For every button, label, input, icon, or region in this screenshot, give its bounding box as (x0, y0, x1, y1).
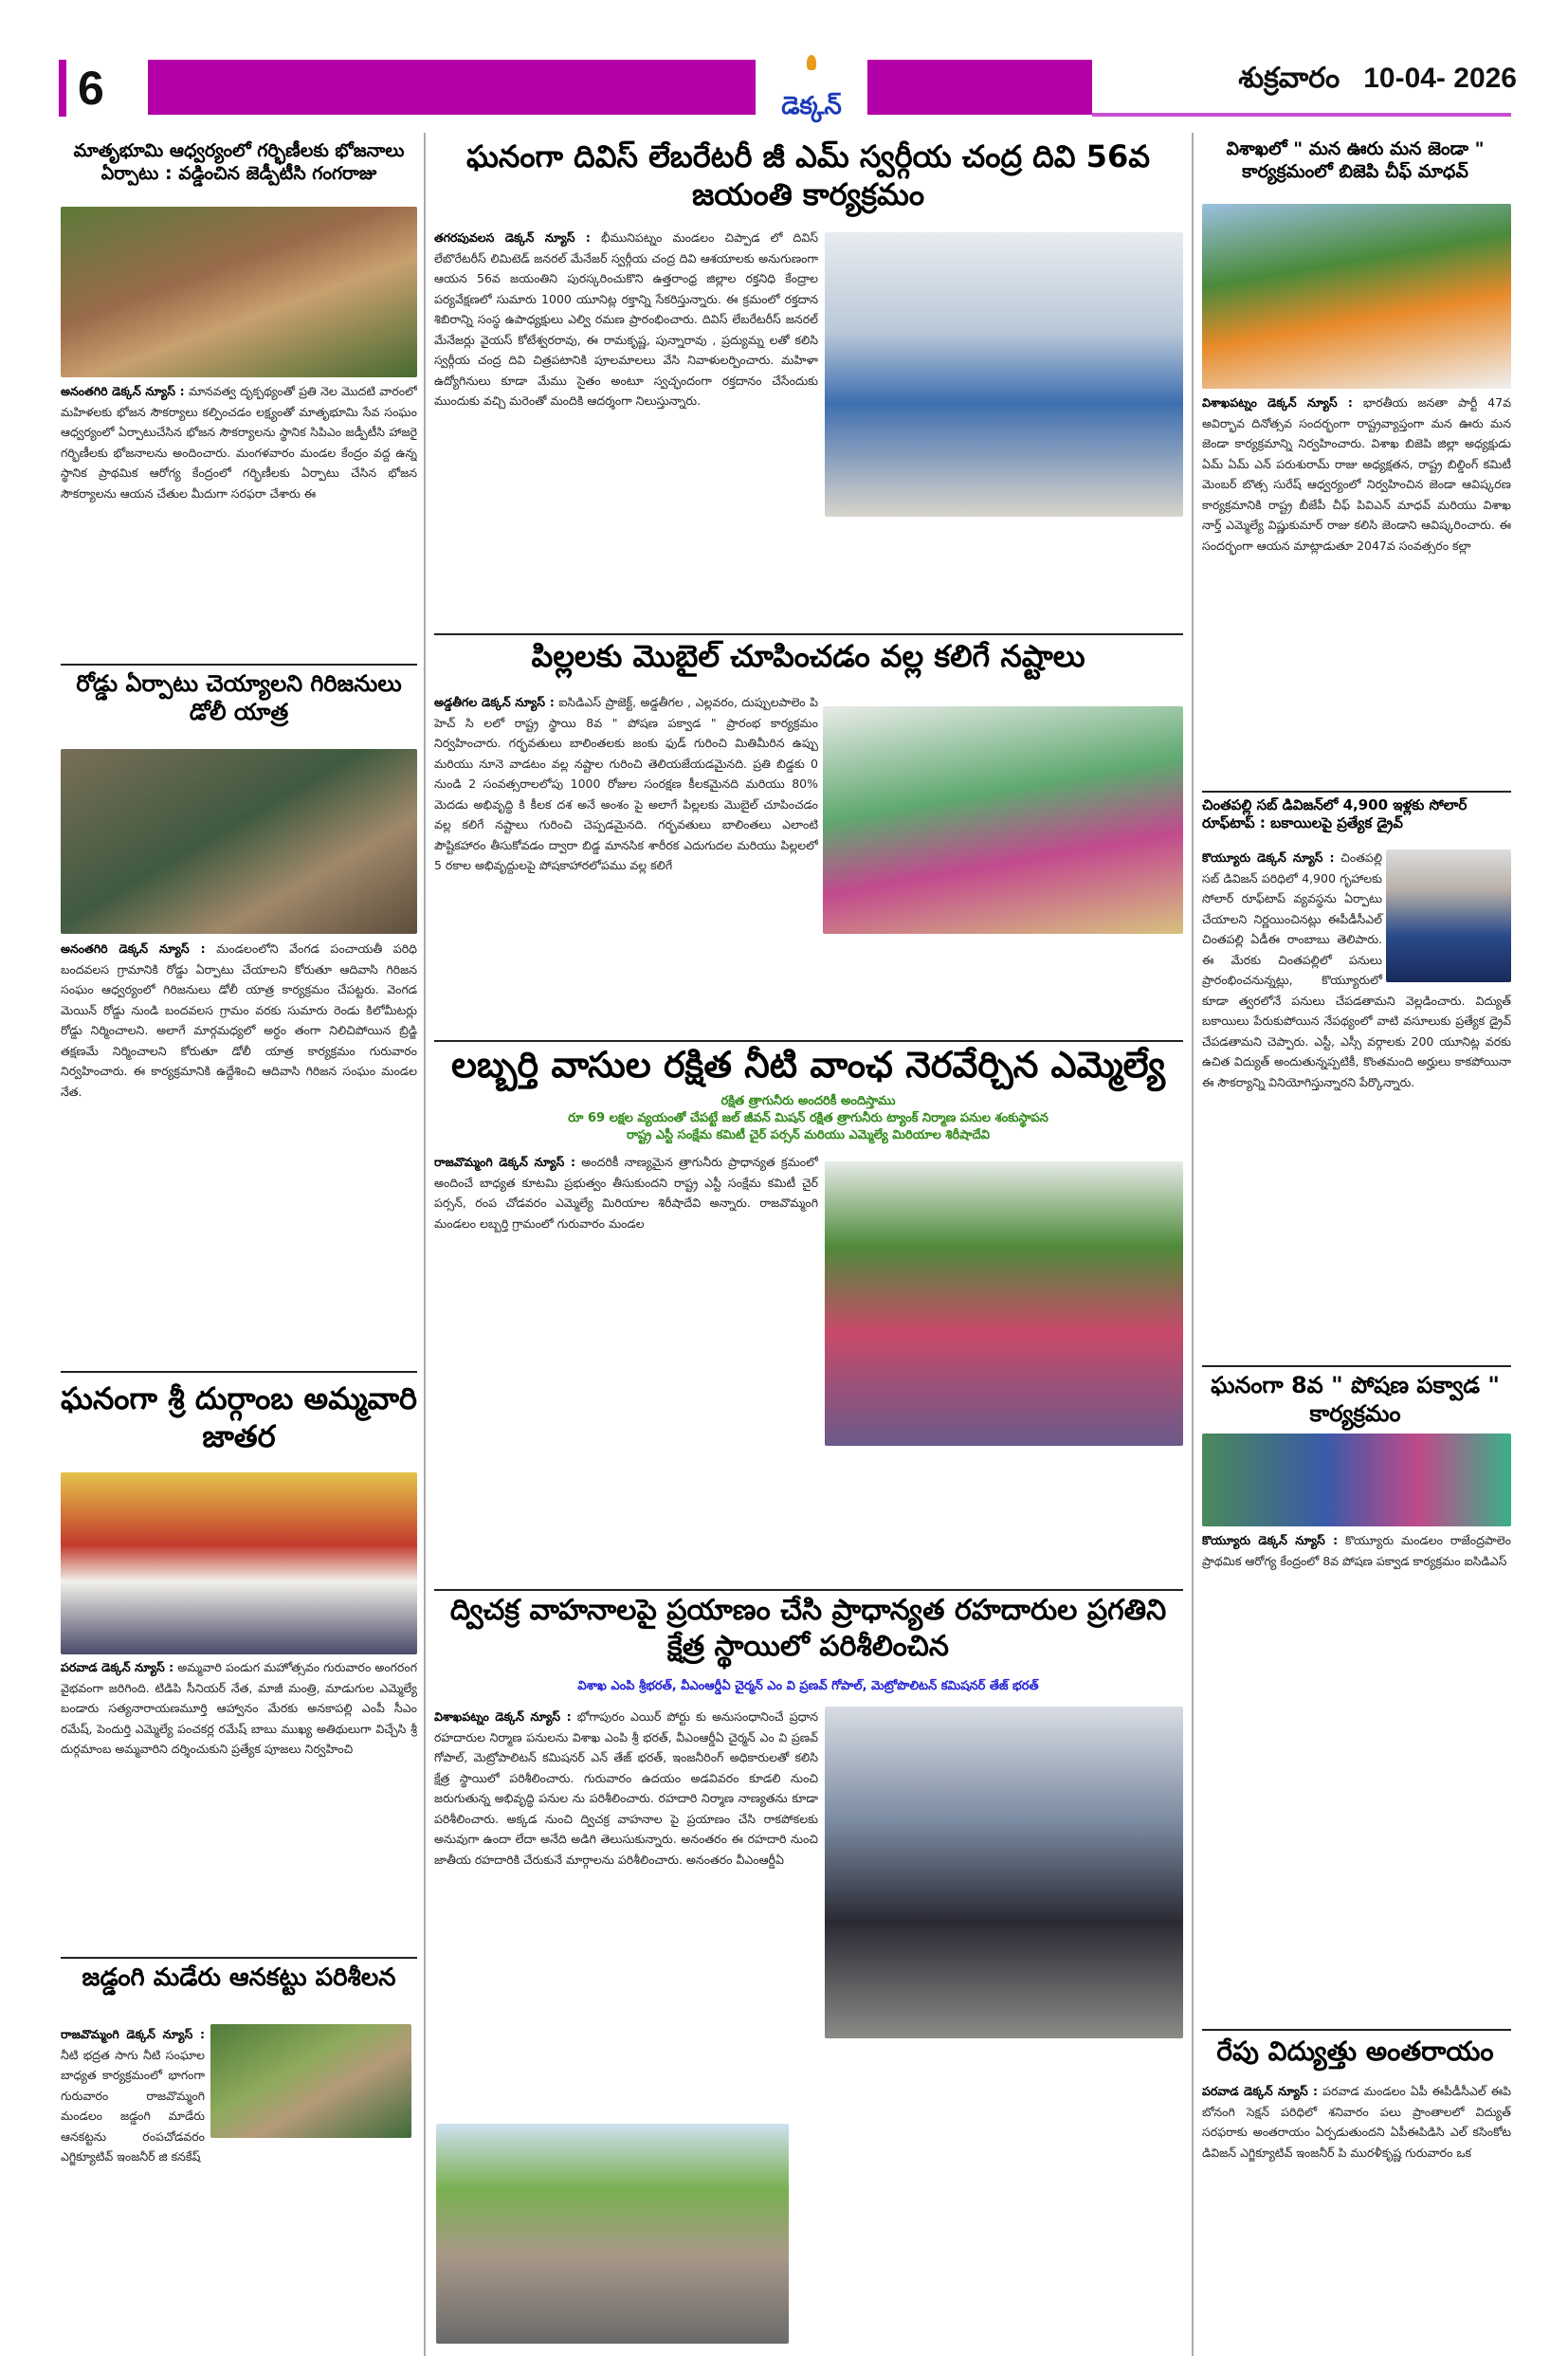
headline: ద్విచక్ర వాహనాలపై ప్రయాణం చేసి ప్రాధాన్యత రహదారుల ప్రగతిని క్షేత్ర స్థాయిలో పరిశీలించిన (449, 1594, 1167, 1663)
headline: విశాఖలో " మన ఊరు మన జెండా " కార్యక్రమంలో బిజెపి చీఫ్ మాధవ్ (1226, 138, 1485, 182)
headline: ఘనంగా దివిస్ లేబరేటరీ జీ ఎమ్ స్వర్గీయ చంద్ర దివి 56వ జయంతి కార్యక్రమం (466, 138, 1150, 212)
photo-doli-yatra (61, 749, 417, 934)
headline: మాతృభూమి ఆధ్వర్యంలో గర్భిణీలకు భోజనాలు ఏర్పాటు : వడ్డించిన జెడ్పీటీసి గంగరాజు (73, 140, 405, 184)
divider (434, 1589, 1183, 1591)
subhead: రాష్ట్ర ఎస్టీ సంక్షేమ కమిటీ చైర్ పర్సన్ మరియు ఎమ్మెల్యే మిరియాల శిరీషాదేవి (626, 1128, 991, 1142)
article-body (61, 939, 417, 1365)
photo-mla-water-tank (825, 1161, 1183, 1446)
photo-anicut (210, 2024, 411, 2138)
photo-mp-motorcycle-ride (825, 1707, 1183, 2038)
divider (1202, 791, 1511, 793)
divider (1202, 2029, 1511, 2031)
dateline: కొయ్యూరు డెక్కన్ న్యూస్ : (1202, 850, 1335, 865)
dateline: తగరపువలస డెక్కన్ న్యూస్ : (434, 230, 591, 245)
body-text: భారతీయ జనతా పార్టీ 47వ అవిర్భావ దినోత్సవ సందర్భంగా రాష్ట్రవ్యాప్తంగా మన ఊరు మన జెండా కార్యక్రమాన్ని నిర్వహించారు. విశాఖ బిజెపి జిల్లా అధ్యక్షుడు ఏమ్ ఏమ్ ఎన్ పరుశురామ్ రాజు అధ్యక్షతన, రాష్ట్ర బిల్డింగ్ కమిటీ మెంబర్ బొత్స సురేష్ ఆధ్వర్యంలో నిర్వహించిన జెండా ఆవిష్కరణ కార్యక్రమానికి రాష్ట్ర బీజేపీ చీఫ్ పివిఎన్ మాధవ్ మరియు విశాఖ నార్త్ ఎమ్మెల్యే విష్ణుకుమార్ రాజు కలిసి జెండాని ఆవిష్కరించారు. ఈ సందర్భంగా ఆయన మాట్లాడుతూ 2047వ సంవత్సరం కల్లా (1202, 395, 1511, 553)
dateline: రాజవొమ్మంగి డెక్కన్ న్యూస్ : (434, 1155, 575, 1169)
divider (434, 1040, 1183, 1042)
dateline: రాజవొమ్మంగి డెక్కన్ న్యూస్ : (61, 2027, 205, 2041)
body-text: మండలంలోని వేంగడ పంచాయతీ పరిధి బందవలస గ్రామానికి రోడ్డు ఏర్పాటు చేయాలని కోరుతూ ఆదివాసి గిరిజన సంఘం ఆధ్వర్యంలో గిరిజనులు డోలీ యాత్ర కార్యక్రమం చేపట్టరు. వెంగడ మెయిన్ రోడ్డు నుండి బందవలస గ్రామం వరకు సుమారు రెండు కిలోమీటర్లు రోడ్డు నిర్మించాలని. అలాగే మార్గమధ్యలో అర్ధం తంగా నిలిచిపోయిన బ్రిడ్జి తక్షణమే నిర్మించాలని కోరుతూ డోలీ యాత్ర కార్యక్రమం గురువారం నిర్వహించారు. ఈ కార్యక్రమానికి ఉద్దేశించి ఆదివాసి గిరిజన సంఘం మండల నేత. (61, 941, 417, 1099)
headline: రేపు విద్యుత్తు అంతరాయం (1216, 2036, 1494, 2067)
column-divider (424, 133, 426, 2356)
page-number: 6 (59, 60, 144, 117)
body-text: కొయ్యూరు మండలం రాజేంద్రపాలెం ప్రాథమిక ఆరోగ్య కేంద్రంలో 8వ పోషణ పక్వాడ కార్యక్రమం ఐసిడిఎస్ (1202, 1533, 1511, 1568)
body-text: భోగాపురం ఎయిర్ పోర్టు కు అనుసంధానించే ప్రధాన రహదారుల నిర్మాణ పనులను విశాఖ ఎంపి శ్రీ భరత్, వీఎంఆర్డీఏ చైర్మన్ ఎం వి ప్రణవ్ గోపాల్, మెట్రోపాలిటన్ కమిషనర్ ఎన్ తేజ్ భరత్, ఇంజనీరింగ్ అధికారులతో కలిసి క్షేత్ర స్థాయిలో పరిశీలించారు. గురువారం ఉదయం అడవివరం కూడలి నుంచి జరుగుతున్న అభివృద్ధి పనుల ను పరిశీలించారు. రహదారి నిర్మాణ నాణ్యతను కూడా పరిశీలించారు. అక్కడ నుంచి ద్విచక్ర వాహనాల పై ప్రయాణం చేసి రాకపోకలకు అనువుగా ఉందా లేదా అనేది అడిగి తెలుసుకున్నారు. అనంతరం ఈ రహదారి నుంచి జాతీయ రహదారికి చేరుకునే మార్గాలను పరిశీలించారు. అనంతరం వీఎంఆర్డీఏ (434, 1709, 818, 1867)
article-body (434, 692, 818, 1029)
dateline: కొయ్యూరు డెక్కన్ న్యూస్ : (1202, 1533, 1339, 1547)
dateline: పరవాడ డెక్కన్ న్యూస్ : (1202, 2084, 1319, 2098)
headline: పిల్లలకు మొబైల్ చూపించడం వల్ల కలిగే నష్టాలు (531, 638, 1085, 674)
headline: చింతపల్లి సబ్ డివిజన్‌లో 4,900 ఇళ్లకు సోలార్ రూఫ్‌టాప్ : బకాయిలపై ప్రత్యేక డ్రైవ్ (1202, 796, 1468, 831)
subhead: విశాఖ ఎంపి శ్రీభరత్, వీఎంఆర్డీఏ చైర్మన్ ఎం వి ప్రణవ్ గోపాల్, మెట్రోపొలిటన్ కమిషనర్ తేజ్ భరత్ (577, 1679, 1039, 1693)
photo-pregnant-women-meal (61, 207, 417, 377)
body-text: భీమునిపట్నం మండలం చిప్పాడ లో దివిస్ లేబొరేటరీస్ లిమిటెడ్ జనరల్ మేనేజర్ స్వర్గీయ చంద్ర దివి ఆశయాలకు అనుగుణంగా ఆయన 56వ జయంతిని పురస్కరించుకొని ఉత్తరాంధ్ర జిల్లాల రక్తనిధి కేంద్రాల పర్యవేక్షణలో సుమారు 1000 యూనిట్ల రక్తాన్ని సేకరిస్తున్నారు. ఈ క్రమంలో రక్తదాన శిబిరాన్ని సంస్థ ఉపాధ్యక్షులు ఎల్వి రమణ ప్రారంభించారు. దివిస్ లేబరేటరీస్ జనరల్ మేనేజర్లు వైయస్ కోటేశ్వరరావు, ఈ రామకృష్ణ, పున్నారావు , ప్రద్యుమ్న లతో కలిసి స్వర్గీయ చంద్ర దివి చిత్రపటానికి పూలమాలలు వేసి నివాళులర్పించారు. మహిళా ఉద్యోగినులు కూడా మేము సైతం అంటూ స్వచ్ఛందంగా రక్తదానం చేసేందుకు ముందుకు వచ్చి మరెంతో మందికి ఆదర్శంగా నిలుస్తున్నారు. (434, 230, 818, 408)
issue-date-value: 10-04- 2026 (1363, 63, 1517, 94)
photo-bjp-flag-event (1202, 204, 1511, 389)
header-rule (1092, 113, 1511, 117)
divider (61, 1957, 417, 1959)
divider (61, 664, 417, 666)
dateline: పరవాడ డెక్కన్ న్యూస్ : (61, 1660, 174, 1674)
article-body (1202, 1530, 1511, 2029)
dateline: అనంతగిరి డెక్కన్ న్యూస్ : (61, 384, 185, 398)
article-body (61, 1657, 417, 1906)
article-body (1202, 393, 1511, 789)
dateline: అడ్డతీగల డెక్కన్ న్యూస్ : (434, 695, 555, 709)
photo-wrap-spacer (1382, 848, 1511, 986)
divider (1202, 1365, 1511, 1367)
photo-road-inspection (436, 2124, 789, 2344)
headline: ఘనంగా 8వ " పోషణ పక్వాడ " కార్యక్రమం (1211, 1372, 1500, 1427)
article-body (434, 228, 818, 635)
subhead: రక్షిత త్రాగునీరు అందరికీ అందిస్తాము (720, 1094, 896, 1108)
body-text: అమ్మవారి పండుగ మహోత్సవం గురువారం అంగరంగ వైభవంగా జరిగింది. టిడిపి సీనియర్ నేత, మాజీ మంత్రి, మాడుగుల ఎమ్మెల్యే బండారు సత్యనారాయణమూర్తి ఆహ్వానం మేరకు అనకాపల్లి ఎంపీ సీఎం రమేష్, పెందుర్తి ఎమ్మెల్యే పంచకర్ల రమేష్ బాబు ముఖ్య అతిథులుగా విచ్చేసి శ్రీ దుర్గమాంబ అమ్మవారిని దర్శించుకుని ప్రత్యేక పూజలు నిర్వహించి (61, 1660, 417, 1756)
body-text: మానవత్వ దృక్పథ్యంతో ప్రతి నెల మొదటి వారంలో మహిళలకు భోజన సౌకర్యాలు కల్పించడం లక్ష్యంతో మాతృభూమి సేవ సంఘం ఆధ్వర్యంలో ఏర్పాటుచేసిన భోజన సౌకర్యాలను స్థానిక సిపిఎం జడ్పీటీసి హాజరై గర్భిణీలకు భోజనాలను అందించారు. మంగళవారం మండల కేంద్రం వద్ద ఉన్న స్థానిక ప్రాథమిక ఆరోగ్య కేంద్రంలో గర్భిణీలకు ఏర్పాటు చేసిన భోజన సౌకర్యాలను ఆయన చేతుల మీదుగా సరఫరా చేశారు ఈ (61, 384, 417, 501)
masthead-bar-left (148, 60, 756, 115)
subheads (431, 1093, 1185, 1144)
body-text: చింతపల్లి సబ్ డివిజన్ పరిధిలో 4,900 గృహాలకు సోలార్ రూఫ్‌టాప్ వ్యవస్థను ఏర్పాటు చేయాలని నిర్ణయించినట్లు ఈపీడీసీఎల్ చింతపల్లి ఏడీఈ రాంబాబు తెలిపారు. ఈ మేరకు చింతపల్లిలో పనులు ప్రారంభించనున్నట్లు, కొయ్యూరులో కూడా త్వరలోనే పనులు చేపడతామని వెల్లడించారు. విద్యుత్ బకాయిలు పేరుకుపోయిన నేపథ్యంలో వాటి వసూలుకు ప్రత్యేక డ్రైవ్ చేపడతామని చెప్పారు. ఎస్టీ, ఎస్సీ వర్గాలకు 200 యూనిట్ల వరకు ఉచిత విద్యుత్ అందుతున్నప్పటికీ, కొంతమంది అర్హులు కాకపోయినా ఈ సౌకర్యాన్ని వినియోగిస్తున్నారని పేర్కొన్నారు. (1202, 850, 1511, 1089)
dateline: విశాఖపట్నం డెక్కన్ న్యూస్ : (434, 1709, 572, 1724)
body-text: ఐసిడిఎస్ ప్రాజెక్ట్, అడ్డతీగల , ఎల్లవరం, దుప్పులపాలెం పి హెచ్ సి లలో రాష్ట్ర స్థాయి 8వ " పోషణ పక్వాడ " ప్రారంభ కార్యక్రమం నిర్వహించారు. గర్భవతులు బాలింతలకు జంకు ఫుడ్ గురించి మితిమీరిన ఉప్పు మరియు నూనె వాడటం వల్ల నష్టాల గురించి తెలియజేయడమైనది. ప్రతి బిడ్డకు 0 నుండి 2 సంవత్సరాలలోపు 1000 రోజుల సంరక్షణ కీలకమైనది మరియు 80% మెదడు అభివృద్ధి కి కీలక దశ అనే అంశం పై అలాగే పిల్లలకు మొబైల్ చూపించడం వల్ల కలిగే నష్టాలు గురించి చెప్పడమైనది. గర్భవతులు బాలింతలు ఎలాంటి పౌష్టికహారం తీసుకోవడం ద్వారా బిడ్డ మానసిక శారీరక ఎదుగుదల మరియు పిల్లలలో 5 రకాల అభివృద్దులపై పోషకాహారలోపము వల్ల కలిగే (434, 695, 818, 872)
body-text: పరవాడ మండలం ఏపీ ఈపీడీసీఎల్ ఈపి బోనంగి సెక్షన్ పరిధిలో శనివారం పలు ప్రాంతాలలో విద్యుత్ సరఫరాకు అంతరాయం ఏర్పడుతుందని ఏపీఈపిడిసి ఎల్ కసింకోట డివిజన్ ఎగ్జిక్యూటివ్ ఇంజనీర్ పి మురళీకృష్ణ గురువారం ఒక (1202, 2084, 1511, 2160)
photo-durgamba-jatara (61, 1472, 417, 1654)
body-text: నీటి భద్రత సాగు నీటి సంఘాల బాధ్యత కార్యక్రమంలో భాగంగా గురువారం రాజవొమ్మంగి మండలం జడ్డంగి మాడేరు ఆనకట్టను రంపచోడవరం ఎగ్జిక్యూటివ్ ఇంజనీర్ జి కనకేష్ (61, 2047, 205, 2164)
divider (61, 1371, 417, 1373)
logo-text: డెక్కన్ (781, 91, 842, 119)
headline: రోడ్డు ఏర్పాటు చెయ్యాలని గిరిజనులు డోలీ యాత్ర (76, 670, 402, 725)
dateline: అనంతగిరి డెక్కన్ న్యూస్ : (61, 941, 206, 956)
headline: లబ్బర్తి వాసుల రక్షిత నీటి వాంఛ నెరవేర్చిన ఎమ్మెల్యే (451, 1044, 1165, 1086)
article-body (434, 1707, 818, 2114)
body-text: అందరికీ నాణ్యమైన త్రాగునీరు ప్రాధాన్యత క్రమంలో అందించే బాధ్యత కూటమి ప్రభుత్వం తీసుకుందని రాష్ట్ర ఎస్టీ సంక్షేమ కమిటీ చైర్ పర్సన్, రంప చోడవరం ఎమ్మెల్యే మిరియాల శిరీషాదేవి అన్నారు. రాజవొమ్మంగి మండలం లబ్బర్తి గ్రామంలో గురువారం మండల (434, 1155, 818, 1231)
article-body (61, 381, 417, 659)
newspaper-logo (756, 55, 867, 118)
issue-date (1157, 63, 1517, 101)
masthead-bar-right (867, 60, 1092, 115)
column-divider (1192, 133, 1194, 2356)
article-body (1202, 2081, 1511, 2351)
issue-day: శుక్రవారం (1238, 63, 1340, 94)
headline: ఘనంగా శ్రీ దుర్గాంబ అమ్మవారి జాతర (60, 1380, 418, 1454)
article-body (61, 2024, 205, 2351)
lamp-icon (807, 55, 816, 70)
dateline: విశాఖపట్నం డెక్కన్ న్యూస్ : (1202, 395, 1353, 410)
photo-poshana-pakwada (823, 706, 1183, 934)
article-body (1202, 848, 1511, 1360)
headline: జడ్డంగి మడేరు ఆనకట్టు పరిశీలన (82, 1963, 396, 1992)
photo-blood-donation-camp (825, 232, 1183, 517)
divider (434, 633, 1183, 635)
article-body (434, 1152, 818, 1583)
photo-poshana-meeting (1202, 1434, 1511, 1526)
subhead: రూ 69 లక్షల వ్యయంతో చేపట్టే జల్ జీవన్ మిషన్ రక్షిత త్రాగునీరు ట్యాంక్ నిర్మాణ పనుల శంకుస్థాపన (568, 1111, 1048, 1125)
